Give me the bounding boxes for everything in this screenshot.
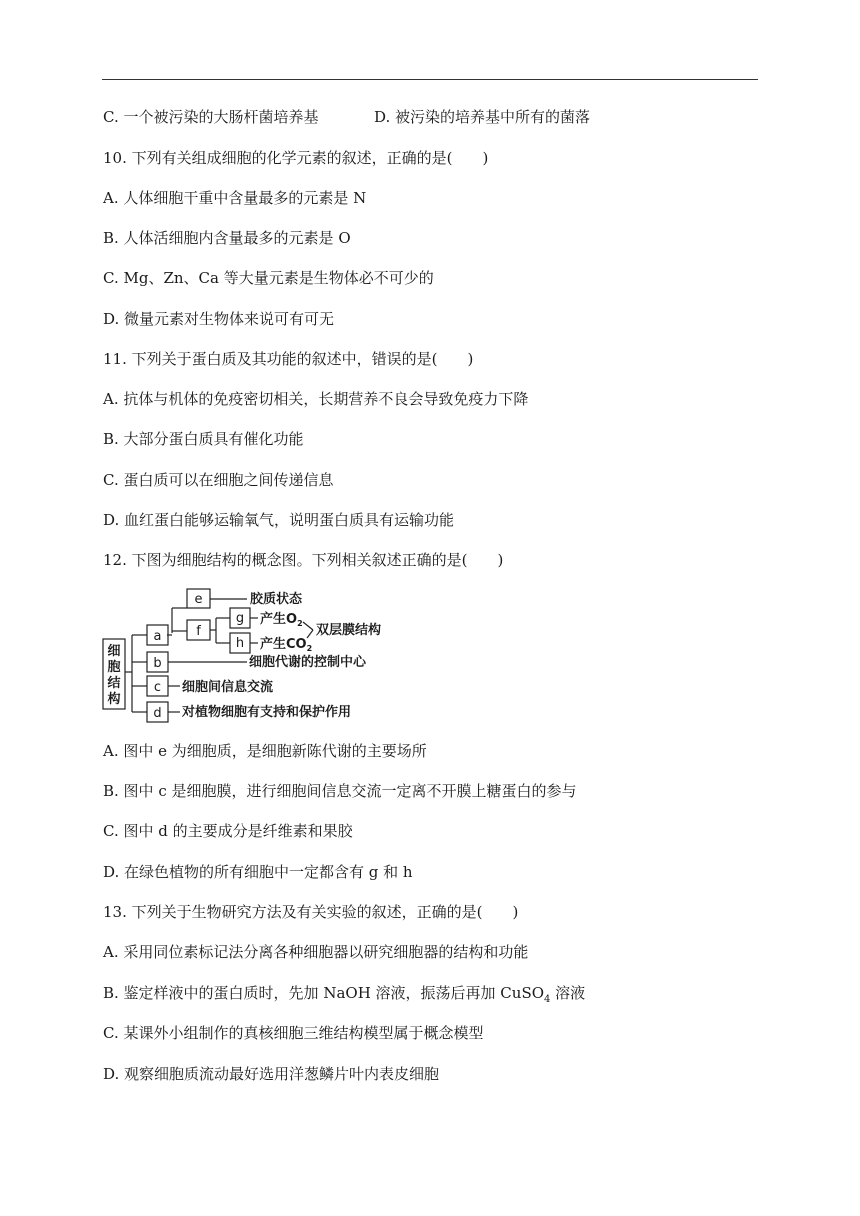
q13-option-d: D. 观察细胞质流动最好选用洋葱鳞片叶内表皮细胞 <box>103 1065 440 1083</box>
q13-option-c: C. 某课外小组制作的真核细胞三维结构模型属于概念模型 <box>103 1024 484 1042</box>
label-h: 产生$CO_2$ <box>260 637 313 653</box>
root-char-3: 结 <box>107 676 121 691</box>
label-double-membrane: 双层膜结构 <box>316 623 382 638</box>
root-char-4: 构 <box>107 692 121 707</box>
node-h-letter: h <box>235 636 245 651</box>
q11-option-b: B. 大部分蛋白质具有催化功能 <box>103 430 304 448</box>
q11-stem: 11. 下列关于蛋白质及其功能的叙述中，错误的是( ) <box>103 350 474 368</box>
label-e: 胶质状态 <box>250 592 303 607</box>
node-f-letter: f <box>196 624 201 639</box>
q9-option-d: D. 被污染的培养基中所有的菌落 <box>374 108 591 126</box>
q10-option-b: B. 人体活细胞内含量最多的元素是 O <box>103 229 351 247</box>
q12-stem: 12. 下图为细胞结构的概念图。下列相关叙述正确的是( ) <box>103 551 504 569</box>
node-e-letter: e <box>194 592 203 607</box>
q10-option-c: C. Mg、Zn、Ca 等大量元素是生物体必不可少的 <box>103 269 434 287</box>
q12-option-b: B. 图中 c 是细胞膜，进行细胞间信息交流一定离不开膜上糖蛋白的参与 <box>103 782 577 800</box>
q12-option-a: A. 图中 e 为细胞质，是细胞新陈代谢的主要场所 <box>103 742 427 760</box>
node-c-letter: c <box>153 680 162 695</box>
q12-option-d: D. 在绿色植物的所有细胞中一定都含有 g 和 h <box>103 863 413 881</box>
label-b: 细胞代谢的控制中心 <box>249 655 367 670</box>
label-c: 细胞间信息交流 <box>182 680 274 695</box>
root-char-1: 细 <box>107 644 121 659</box>
q10-option-d: D. 微量元素对生物体来说可有可无 <box>103 310 335 328</box>
node-b-letter: b <box>153 656 162 671</box>
q13-option-b: B. 鉴定样液中的蛋白质时，先加 NaOH 溶液，振荡后再加 CuSO$_4$ 溶液 <box>103 984 586 1005</box>
header-rule <box>102 79 758 80</box>
q11-option-d: D. 血红蛋白能够运输氧气，说明蛋白质具有运输功能 <box>103 511 455 529</box>
root-char-2: 胞 <box>107 660 121 675</box>
q12-option-c: C. 图中 d 的主要成分是纤维素和果胶 <box>103 822 353 840</box>
q13-option-a: A. 采用同位素标记法分离各种细胞器以研究细胞器的结构和功能 <box>103 943 529 961</box>
label-g: 产生$O_2$ <box>260 612 303 628</box>
q11-option-a: A. 抗体与机体的免疫密切相关，长期营养不良会导致免疫力下降 <box>103 390 529 408</box>
label-d: 对植物细胞有支持和保护作用 <box>182 705 352 720</box>
node-d-letter: d <box>153 706 162 721</box>
q10-stem: 10. 下列有关组成细胞的化学元素的叙述，正确的是( ) <box>103 149 489 167</box>
q10-option-a: A. 人体细胞干重中含量最多的元素是 N <box>103 189 367 207</box>
node-a-letter: a <box>153 629 162 644</box>
q13-stem: 13. 下列关于生物研究方法及有关实验的叙述，正确的是( ) <box>103 903 519 921</box>
q11-option-c: C. 蛋白质可以在细胞之间传递信息 <box>103 471 334 489</box>
node-g-letter: g <box>235 611 245 626</box>
cell-structure-concept-diagram <box>100 584 420 724</box>
q9-option-c: C. 一个被污染的大肠杆菌培养基 <box>103 108 319 126</box>
